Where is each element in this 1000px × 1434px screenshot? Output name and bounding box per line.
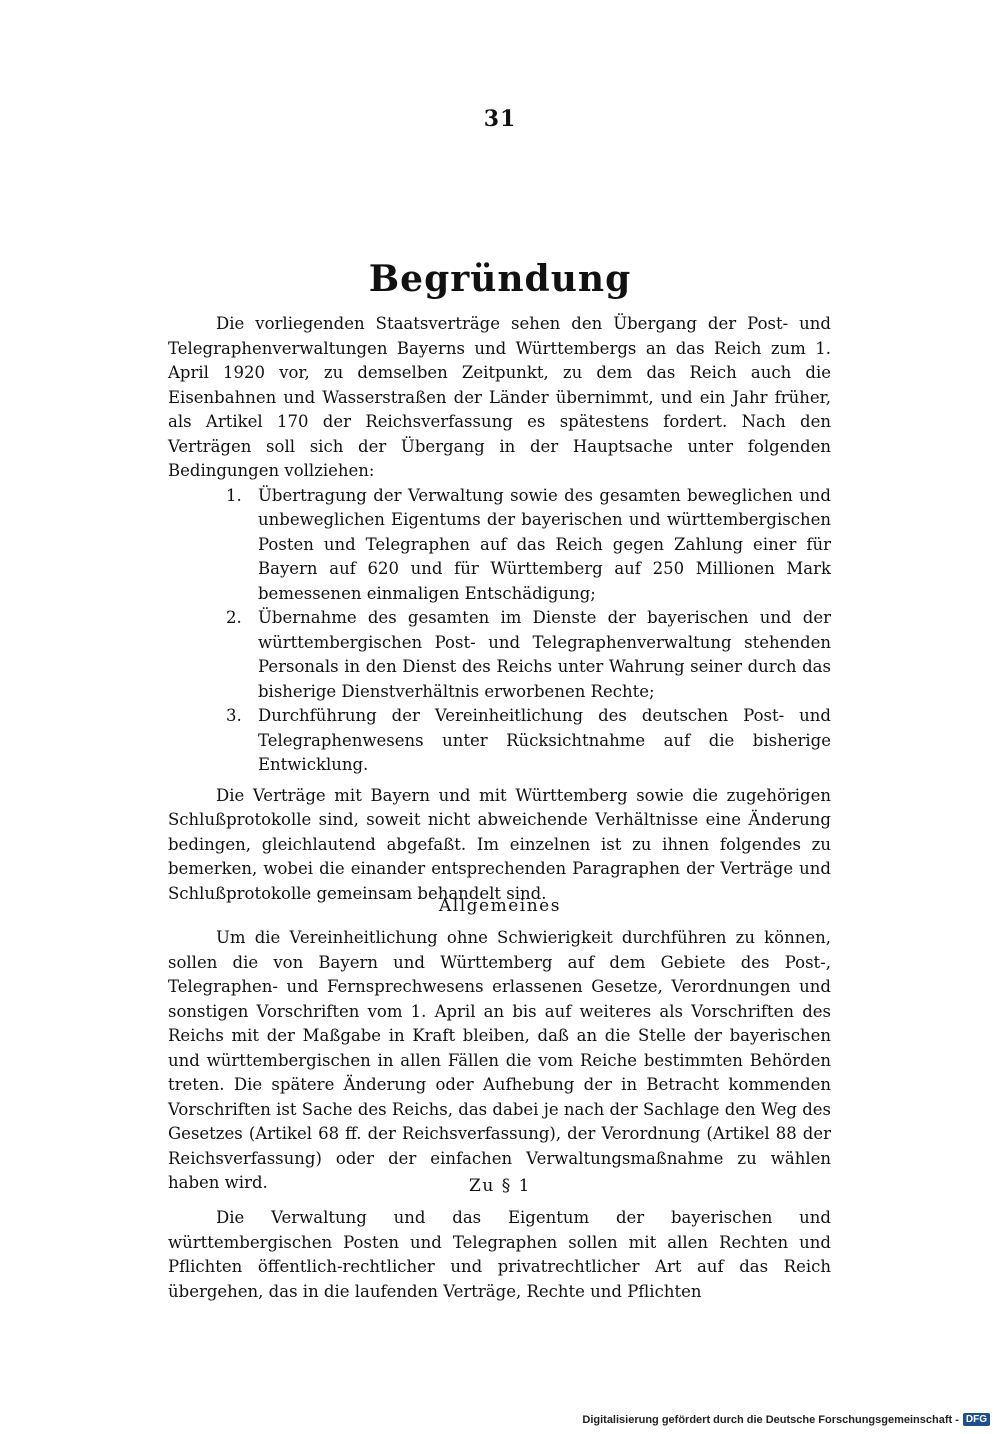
section1-paragraph: Die Verwaltung und das Eigentum der bayerischen und württembergischen Posten und Telegraphen sollen mit allen Rechten und Pflichten öffentlich-rechtlicher und privatrechtlicher Art auf das Reich übergehen, das in die laufenden Verträge, Rechte und Pflichten [168,1208,831,1301]
intro-paragraph: Die vorliegenden Staatsverträge sehen den Übergang der Post- und Telegraphenverwaltungen Bayerns und Württembergs an das Reich zum 1. April 1920 vor, zu demselben Zeitpunkt, zu dem das Reich auch die Eisenbahnen und Wasserstraßen der Länder übernimmt, und ein Jahr früher, als Artikel 170 der Reichsverfassung es spätestens fordert. Nach den Verträgen soll sich der Übergang in der Hauptsache unter folgenden Bedingungen vollziehen: [168,314,831,480]
footer-text: Digitalisierung gefördert durch die Deutsche Forschungsgemeinschaft - [582,1413,959,1426]
general-block [168,926,831,1196]
list-item-number: 2. [226,608,242,627]
conditions-list [168,484,831,778]
page-number: 31 [483,106,517,132]
page-title: Begründung [368,258,632,300]
list-item-text: Durchführung der Vereinheitlichung des deutschen Post- und Telegraphenwesens unter Rücksichtnahme auf die bisherige Entwicklung. [258,706,831,774]
section-heading-general: Allgemeines [439,896,561,916]
section1-block [168,1206,831,1304]
treaties-paragraph: Die Verträge mit Bayern und mit Württemberg sowie die zugehörigen Schlußprotokolle sind, soweit nicht abweichende Verhältnisse eine Änderung bedingen, gleichlautend abgefaßt. Im einzelnen ist zu ihnen folgendes zu bemerken, wobei die einander entsprechenden Paragraphen der Verträge und Schlußprotokolle gemeinsam behandelt sind. [168,785,831,903]
list-item [168,704,831,778]
list-item [168,606,831,704]
list-item-number: 3. [226,706,242,725]
footer-credit [582,1413,990,1426]
list-item-number: 1. [226,485,242,505]
general-paragraph: Um die Vereinheitlichung ohne Schwierigkeit durchführen zu können, sollen die von Bayern und Württemberg auf dem Gebiete des Post-, Telegraphen- und Fernsprechwesens erlassenen Gesetze, Verordnungen und sonstigen Vorschriften vom 1. April an bis auf weiteres als Vorschriften des Reichs mit der Maßgabe in Kraft bleiben, daß an die Stelle der bayerischen und württembergischen in allen Fällen die vom Reiche bestimmten Behörden treten. Die spätere Änderung oder Aufhebung der in Betracht kommenden Vorschriften ist Sache des Reichs, das dabei je nach der Sachlage den Weg des Gesetzes (Artikel 68 ff. der Reichsverfassung), der Verordnung (Artikel 88 der Reichsverfassung) oder der einfachen Verwaltungsmaßnahme zu wählen haben wird. [168,928,831,1192]
list-item-text: Übertragung der Verwaltung sowie des gesamten beweglichen und unbeweglichen Eigentums der bayerischen und württembergischen Posten und Telegraphen auf das Reich gegen Zahlung einer für Bayern auf 620 und für Württemberg auf 250 Millionen Mark bemessenen einmaligen Entschädigung; [258,485,831,603]
list-item-text: Übernahme des gesamten im Dienste der bayerischen und der württembergischen Post- und Telegraphenverwaltung stehenden Personals in den Dienst des Reichs unter Wahrung seiner durch das bisherige Dienstverhältnis erworbenen Rechte; [258,608,831,701]
list-item [168,484,831,607]
section-heading-paragraph-1: Zu § 1 [469,1176,531,1196]
dfg-logo: DFG [963,1413,990,1426]
intro-block [168,312,831,906]
